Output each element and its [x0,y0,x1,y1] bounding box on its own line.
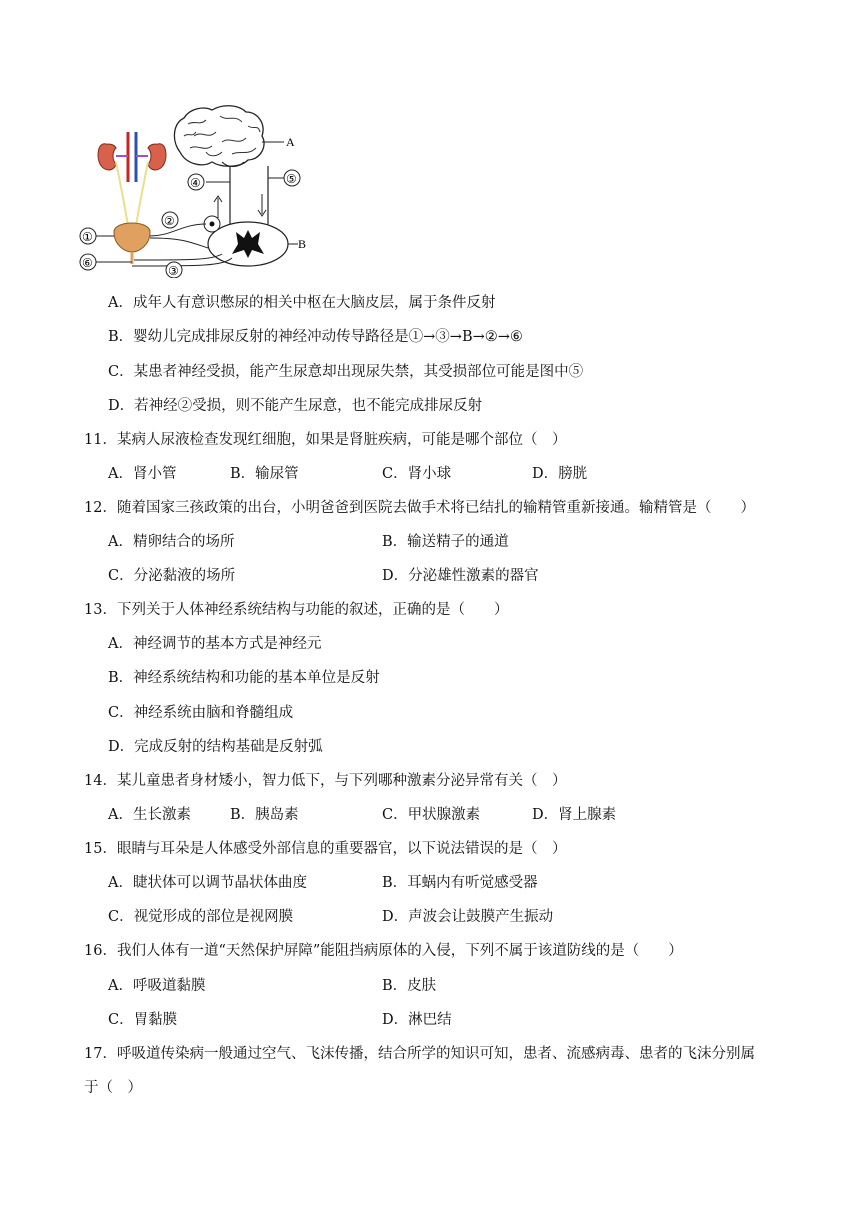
q16-option-a: A．呼吸道黏膜 [108,978,206,994]
bladder-icon [114,223,150,264]
label-5: ⑤ [286,172,297,186]
q14-option-b: B．胰岛素 [230,807,299,823]
label-B: B [298,237,307,251]
q15-option-b: B．耳蜗内有听觉感受器 [382,875,538,891]
q10-option-c: C．某患者神经受损，能产生尿意却出现尿失禁，其受损部位可能是图中⑤ [108,364,584,380]
q10-option-d: D．若神经②受损，则不能产生尿意，也不能完成排尿反射 [108,398,483,414]
q13-option-d: D．完成反射的结构基础是反射弧 [108,739,323,755]
q11-option-a: A．肾小管 [108,466,177,482]
label-1: ① [82,230,93,244]
q13-stem: 13．下列关于人体神经系统结构与功能的叙述，正确的是（ ） [84,602,509,618]
q13-option-c: C．神经系统由脑和脊髓组成 [108,705,294,721]
q16-option-d: D．淋巴结 [382,1012,452,1028]
q15-option-c: C．视觉形成的部位是视网膜 [108,909,294,925]
q13-option-b: B．神经系统结构和功能的基本单位是反射 [108,670,380,686]
label-2: ② [164,214,175,228]
q14-option-d: D．肾上腺素 [532,807,617,823]
q11-option-c: C．肾小球 [382,466,452,482]
label-6: ⑥ [82,256,93,270]
spinal-cord-icon [204,216,288,266]
label-3: ③ [168,264,179,278]
q14-option-c: C．甲状腺激素 [382,807,481,823]
q12-option-d: D．分泌雄性激素的器官 [382,568,539,584]
q13-option-a: A．神经调节的基本方式是神经元 [108,636,322,652]
q15-option-a: A．睫状体可以调节晶状体曲度 [108,875,307,891]
q16-option-b: B．皮肤 [382,978,437,994]
q11-option-d: D．膀胱 [532,466,588,482]
q12-stem: 12．随着国家三孩政策的出台，小明爸爸到医院去做手术将已结扎的输精管重新接通。输精管是（ ） [84,500,755,516]
kidney-icon [98,132,166,182]
q11-option-b: B．输尿管 [230,466,299,482]
q10-option-a: A．成年人有意识憋尿的相关中枢在大脑皮层，属于条件反射 [108,295,496,311]
q15-stem: 15．眼睛与耳朵是人体感受外部信息的重要器官，以下说法错误的是（ ） [84,841,567,857]
q11-stem: 11．某病人尿液检查发现红细胞，如果是肾脏疾病，可能是哪个部位（ ） [84,432,567,448]
q16-stem: 16．我们人体有一道“天然保护屏障”能阻挡病原体的入侵，下列不属于该道防线的是（ ） [84,943,683,959]
q15-option-d: D．声波会让鼓膜产生振动 [382,909,554,925]
q17-stem-line2: 于（ ） [84,1080,142,1096]
q14-option-a: A．生长激素 [108,807,191,823]
q10-option-b: B．婴幼儿完成排尿反射的神经冲动传导路径是①→③→B→②→⑥ [108,329,523,345]
q14-stem: 14．某儿童患者身材矮小，智力低下，与下列哪种激素分泌异常有关（ ） [84,773,567,789]
brain-icon [174,106,264,167]
reflex-diagram [72,102,312,278]
q17-stem-line1: 17．呼吸道传染病一般通过空气、飞沫传播，结合所学的知识可知，患者、流感病毒、患者的飞沫分别属 [84,1046,755,1062]
label-4: ④ [190,176,201,190]
q16-option-c: C．胃黏膜 [108,1012,178,1028]
q12-option-b: B．输送精子的通道 [382,534,509,550]
q12-option-a: A．精卵结合的场所 [108,534,235,550]
label-A: A [286,135,295,149]
q12-option-c: C．分泌黏液的场所 [108,568,236,584]
